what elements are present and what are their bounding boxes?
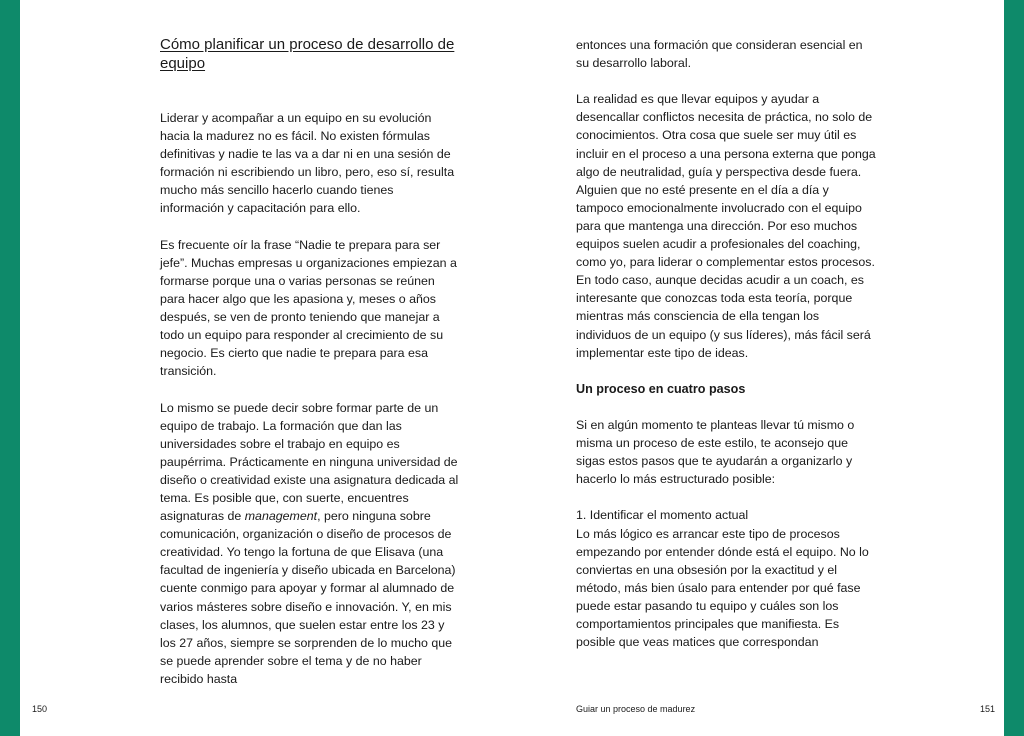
page-number-left: 150	[32, 704, 48, 714]
section-heading: Cómo planificar un proceso de desarrollo de equipo	[160, 36, 455, 72]
paragraph: La realidad es que llevar equipos y ayudar a desencallar conflictos necesita de práctica, no solo de conocimientos. Otra cosa que suele ser muy útil es incluir en el proceso a una persona externa que ponga algo de neutralidad, guía y perspectiva desde fuera. Alguien que no esté presente en el día a día y tampoco emocionalmente involucrado con el equipo para que mantenga una dirección. Por eso muchos equipos suelen acudir a profesionales del coaching, como yo, para liderar o complementar estos procesos. En todo caso, aunque decidas acudir a un coach, es interesante que conozcas toda esta teoría, porque mientras más consciencia de ella tengan los individuos de un equipo (y sus líderes), más fácil será implementar este tipo de ideas.	[576, 92, 876, 360]
paragraph-text: , pero ninguna sobre comunicación, organización o diseño de procesos de creatividad. Yo tengo la fortuna de que Elisava (una facultad de ingeniería y diseño ubicada en Barcelona) cuente conmigo para apoyar y formar al alumnado de varios másteres sobre diseño e innovación. Y, en mis clases, los alumnos, que suelen estar entre los 23 y los 27 años, siempre se sorprenden de lo mucho que se puede aprender sobre el tema y de no haber recibido hasta	[160, 509, 456, 686]
right-page-column	[576, 36, 876, 669]
running-head: Guiar un proceso de madurez	[576, 704, 696, 714]
paragraph: Si en algún momento te planteas llevar tú mismo o misma un proceso de este estilo, te aconsejo que sigas estos pasos que te ayudarán a organizarlo y hacerlo lo más estructurado posible:	[576, 417, 855, 487]
page-number-right: 151	[980, 704, 996, 714]
paragraph: Lo más lógico es arrancar este tipo de procesos empezando por entender dónde está el equipo. No lo conviertas en una obsesión por la exactitud y el método, más bien úsalo para entender por qué fase puede estar pasando tu equipo y cuáles son los comportamientos principales que manifiesta. Es posible que veas matices que correspondan	[576, 526, 869, 650]
paragraph: entonces una formación que consideran esencial en su desarrollo laboral.	[576, 38, 863, 71]
paragraph: Liderar y acompañar a un equipo en su evolución hacia la madurez no es fácil. No existen fórmulas definitivas y nadie te las va a dar ni en una sesión de formación ni escribiendo un libro, pero, eso sí, resulta mucho más sencillo hacerlo cuando tienes información y capacitación para ello.	[160, 111, 455, 216]
paragraph	[160, 399, 460, 689]
paragraph-text: Lo mismo se puede decir sobre formar parte de un equipo de trabajo. La formación que dan las universidades sobre el trabajo en equipo es paupérrima. Prácticamente en ninguna universidad de diseño o creatividad existe una asignatura dedicada al tema. Es posible que, con suerte, encuentres asignaturas de	[160, 400, 459, 524]
paragraph: Es frecuente oír la frase “Nadie te prepara para ser jefe”. Muchas empresas u organizaciones empiezan a formarse porque una o varias personas se reúnen para hacer algo que les apasiona y, meses o años después, se ven de pronto teniendo que manejar a todo un equipo para responder al crecimiento de su negocio. Es cierto que nadie te prepara para esa transición.	[160, 237, 457, 379]
step-title: 1. Identificar el momento actual	[576, 508, 749, 523]
italic-term: management	[244, 509, 318, 524]
right-accent-band	[1004, 0, 1024, 736]
left-page-column	[160, 36, 460, 706]
subheading: Un proceso en cuatro pasos	[576, 381, 746, 396]
left-accent-band	[0, 0, 20, 736]
